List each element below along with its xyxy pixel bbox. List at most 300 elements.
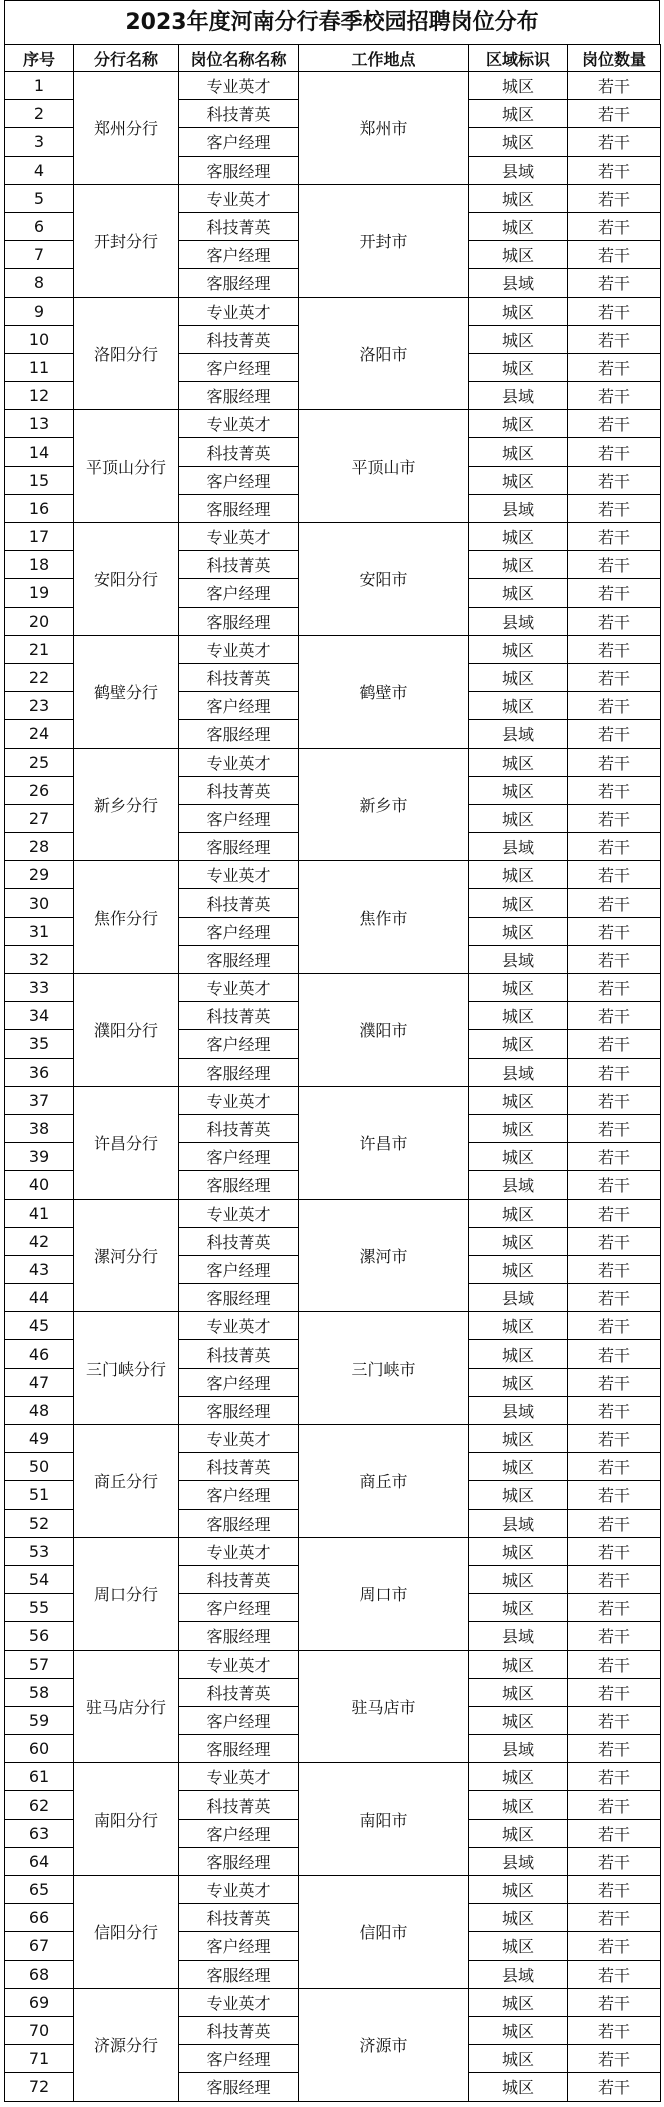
row-index: 70: [5, 2016, 74, 2044]
positions-table: [4, 44, 661, 2102]
position-count: 若干: [568, 1537, 661, 1565]
position-title: 科技菁英: [179, 325, 299, 353]
row-index: 68: [5, 1960, 74, 1988]
row-index: 66: [5, 1904, 74, 1932]
row-index: 38: [5, 1114, 74, 1142]
work-location: 郑州市: [299, 72, 469, 185]
row-index: 5: [5, 184, 74, 212]
position-title: 科技菁英: [179, 1340, 299, 1368]
branch-name: 鹤壁分行: [74, 635, 179, 748]
area-tag: 城区: [469, 804, 568, 832]
position-title: 专业英才: [179, 1312, 299, 1340]
row-index: 25: [5, 748, 74, 776]
position-title: 专业英才: [179, 523, 299, 551]
position-title: 客户经理: [179, 579, 299, 607]
position-title: 专业英才: [179, 861, 299, 889]
position-count: 若干: [568, 607, 661, 635]
row-index: 53: [5, 1537, 74, 1565]
position-count: 若干: [568, 466, 661, 494]
area-tag: 县域: [469, 156, 568, 184]
position-count: 若干: [568, 861, 661, 889]
position-title: 客户经理: [179, 128, 299, 156]
page-title: 2023年度河南分行春季校园招聘岗位分布: [4, 0, 660, 44]
area-tag: 城区: [469, 974, 568, 1002]
position-title: 专业英才: [179, 1988, 299, 2016]
header-index: 序号: [5, 45, 74, 72]
table-row: [5, 861, 661, 889]
row-index: 31: [5, 917, 74, 945]
work-location: 信阳市: [299, 1876, 469, 1989]
position-title: 客服经理: [179, 1960, 299, 1988]
position-title: 客服经理: [179, 1284, 299, 1312]
row-index: 2: [5, 100, 74, 128]
area-tag: 城区: [469, 72, 568, 100]
position-count: 若干: [568, 776, 661, 804]
area-tag: 城区: [469, 523, 568, 551]
position-count: 若干: [568, 1565, 661, 1593]
branch-name: 周口分行: [74, 1537, 179, 1650]
area-tag: 县域: [469, 833, 568, 861]
table-row: [5, 1199, 661, 1227]
position-count: 若干: [568, 1396, 661, 1424]
position-count: 若干: [568, 1453, 661, 1481]
work-location: 南阳市: [299, 1763, 469, 1876]
position-count: 若干: [568, 325, 661, 353]
position-title: 客服经理: [179, 833, 299, 861]
area-tag: 城区: [469, 1932, 568, 1960]
area-tag: 县域: [469, 382, 568, 410]
area-tag: 城区: [469, 1453, 568, 1481]
position-count: 若干: [568, 1876, 661, 1904]
position-count: 若干: [568, 1255, 661, 1283]
row-index: 59: [5, 1706, 74, 1734]
branch-name: 南阳分行: [74, 1763, 179, 1876]
position-count: 若干: [568, 156, 661, 184]
position-title: 科技菁英: [179, 1791, 299, 1819]
work-location: 焦作市: [299, 861, 469, 974]
branch-name: 开封分行: [74, 184, 179, 297]
area-tag: 县域: [469, 607, 568, 635]
position-title: 客户经理: [179, 804, 299, 832]
row-index: 16: [5, 494, 74, 522]
position-count: 若干: [568, 1114, 661, 1142]
position-count: 若干: [568, 579, 661, 607]
row-index: 36: [5, 1058, 74, 1086]
area-tag: 城区: [469, 2073, 568, 2101]
row-index: 21: [5, 635, 74, 663]
position-title: 客户经理: [179, 1594, 299, 1622]
area-tag: 县域: [469, 1396, 568, 1424]
position-count: 若干: [568, 353, 661, 381]
position-count: 若干: [568, 889, 661, 917]
row-index: 52: [5, 1509, 74, 1537]
branch-name: 郑州分行: [74, 72, 179, 185]
area-tag: 县域: [469, 1058, 568, 1086]
area-tag: 城区: [469, 241, 568, 269]
row-index: 61: [5, 1763, 74, 1791]
position-title: 专业英才: [179, 297, 299, 325]
row-index: 46: [5, 1340, 74, 1368]
position-title: 客户经理: [179, 1368, 299, 1396]
position-title: 专业英才: [179, 1876, 299, 1904]
branch-name: 平顶山分行: [74, 410, 179, 523]
position-title: 客户经理: [179, 2045, 299, 2073]
position-title: 科技菁英: [179, 438, 299, 466]
position-title: 专业英才: [179, 1086, 299, 1114]
area-tag: 城区: [469, 212, 568, 240]
table-header-row: [5, 45, 661, 72]
area-tag: 城区: [469, 1312, 568, 1340]
area-tag: 县域: [469, 1622, 568, 1650]
position-title: 科技菁英: [179, 212, 299, 240]
position-title: 客户经理: [179, 1030, 299, 1058]
row-index: 42: [5, 1227, 74, 1255]
row-index: 8: [5, 269, 74, 297]
work-location: 新乡市: [299, 748, 469, 861]
position-title: 科技菁英: [179, 889, 299, 917]
position-count: 若干: [568, 1199, 661, 1227]
row-index: 48: [5, 1396, 74, 1424]
area-tag: 城区: [469, 353, 568, 381]
branch-name: 安阳分行: [74, 523, 179, 636]
row-index: 55: [5, 1594, 74, 1622]
area-tag: 城区: [469, 1791, 568, 1819]
area-tag: 城区: [469, 1368, 568, 1396]
branch-name: 洛阳分行: [74, 297, 179, 410]
position-title: 专业英才: [179, 1763, 299, 1791]
row-index: 51: [5, 1481, 74, 1509]
table-row: [5, 1876, 661, 1904]
position-title: 专业英才: [179, 1537, 299, 1565]
area-tag: 城区: [469, 1594, 568, 1622]
position-count: 若干: [568, 1904, 661, 1932]
area-tag: 县域: [469, 1847, 568, 1875]
area-tag: 城区: [469, 1706, 568, 1734]
area-tag: 城区: [469, 889, 568, 917]
table-row: [5, 1650, 661, 1678]
table-row: [5, 72, 661, 100]
area-tag: 县域: [469, 1171, 568, 1199]
position-count: 若干: [568, 1284, 661, 1312]
position-count: 若干: [568, 1425, 661, 1453]
area-tag: 城区: [469, 1199, 568, 1227]
area-tag: 城区: [469, 1255, 568, 1283]
branch-name: 濮阳分行: [74, 974, 179, 1087]
position-count: 若干: [568, 1706, 661, 1734]
row-index: 10: [5, 325, 74, 353]
row-index: 11: [5, 353, 74, 381]
header-position: 岗位名称名称: [179, 45, 299, 72]
row-index: 65: [5, 1876, 74, 1904]
position-count: 若干: [568, 184, 661, 212]
position-title: 客户经理: [179, 1819, 299, 1847]
position-title: 客户经理: [179, 1255, 299, 1283]
area-tag: 城区: [469, 2016, 568, 2044]
area-tag: 县域: [469, 1735, 568, 1763]
area-tag: 城区: [469, 184, 568, 212]
table-row: [5, 1086, 661, 1114]
row-index: 32: [5, 945, 74, 973]
position-count: 若干: [568, 1594, 661, 1622]
area-tag: 城区: [469, 1030, 568, 1058]
row-index: 19: [5, 579, 74, 607]
position-count: 若干: [568, 2045, 661, 2073]
position-title: 专业英才: [179, 974, 299, 1002]
work-location: 许昌市: [299, 1086, 469, 1199]
position-count: 若干: [568, 1932, 661, 1960]
row-index: 20: [5, 607, 74, 635]
area-tag: 城区: [469, 297, 568, 325]
position-count: 若干: [568, 1763, 661, 1791]
area-tag: 城区: [469, 438, 568, 466]
position-title: 客服经理: [179, 156, 299, 184]
row-index: 67: [5, 1932, 74, 1960]
branch-name: 新乡分行: [74, 748, 179, 861]
area-tag: 城区: [469, 635, 568, 663]
position-title: 客服经理: [179, 1509, 299, 1537]
row-index: 69: [5, 1988, 74, 2016]
work-location: 三门峡市: [299, 1312, 469, 1425]
position-title: 科技菁英: [179, 1904, 299, 1932]
area-tag: 城区: [469, 100, 568, 128]
position-title: 客服经理: [179, 607, 299, 635]
row-index: 54: [5, 1565, 74, 1593]
row-index: 50: [5, 1453, 74, 1481]
branch-name: 三门峡分行: [74, 1312, 179, 1425]
area-tag: 城区: [469, 1904, 568, 1932]
row-index: 64: [5, 1847, 74, 1875]
position-title: 客服经理: [179, 1847, 299, 1875]
position-count: 若干: [568, 1678, 661, 1706]
position-count: 若干: [568, 1622, 661, 1650]
row-index: 72: [5, 2073, 74, 2101]
area-tag: 城区: [469, 1988, 568, 2016]
row-index: 29: [5, 861, 74, 889]
position-count: 若干: [568, 2016, 661, 2044]
position-count: 若干: [568, 1368, 661, 1396]
position-title: 客服经理: [179, 1735, 299, 1763]
position-title: 客服经理: [179, 945, 299, 973]
area-tag: 城区: [469, 748, 568, 776]
position-count: 若干: [568, 748, 661, 776]
position-title: 客户经理: [179, 1932, 299, 1960]
row-index: 18: [5, 551, 74, 579]
position-count: 若干: [568, 438, 661, 466]
position-count: 若干: [568, 128, 661, 156]
area-tag: 城区: [469, 663, 568, 691]
position-count: 若干: [568, 212, 661, 240]
area-tag: 县域: [469, 720, 568, 748]
position-count: 若干: [568, 635, 661, 663]
work-location: 驻马店市: [299, 1650, 469, 1763]
position-title: 科技菁英: [179, 551, 299, 579]
branch-name: 许昌分行: [74, 1086, 179, 1199]
area-tag: 城区: [469, 917, 568, 945]
position-title: 客户经理: [179, 1143, 299, 1171]
work-location: 开封市: [299, 184, 469, 297]
row-index: 47: [5, 1368, 74, 1396]
row-index: 58: [5, 1678, 74, 1706]
row-index: 37: [5, 1086, 74, 1114]
area-tag: 城区: [469, 1227, 568, 1255]
row-index: 35: [5, 1030, 74, 1058]
position-title: 专业英才: [179, 410, 299, 438]
position-count: 若干: [568, 720, 661, 748]
row-index: 14: [5, 438, 74, 466]
area-tag: 城区: [469, 410, 568, 438]
table-row: [5, 1312, 661, 1340]
area-tag: 城区: [469, 1650, 568, 1678]
row-index: 17: [5, 523, 74, 551]
position-count: 若干: [568, 297, 661, 325]
work-location: 洛阳市: [299, 297, 469, 410]
table-row: [5, 1988, 661, 2016]
area-tag: 县域: [469, 269, 568, 297]
position-title: 科技菁英: [179, 663, 299, 691]
position-title: 科技菁英: [179, 2016, 299, 2044]
work-location: 济源市: [299, 1988, 469, 2101]
position-count: 若干: [568, 1086, 661, 1114]
position-title: 客服经理: [179, 2073, 299, 2101]
position-title: 专业英才: [179, 748, 299, 776]
branch-name: 驻马店分行: [74, 1650, 179, 1763]
row-index: 44: [5, 1284, 74, 1312]
position-count: 若干: [568, 1002, 661, 1030]
row-index: 43: [5, 1255, 74, 1283]
area-tag: 县域: [469, 945, 568, 973]
row-index: 33: [5, 974, 74, 1002]
area-tag: 城区: [469, 551, 568, 579]
position-count: 若干: [568, 917, 661, 945]
position-count: 若干: [568, 382, 661, 410]
area-tag: 城区: [469, 1481, 568, 1509]
position-title: 客服经理: [179, 720, 299, 748]
position-title: 客户经理: [179, 353, 299, 381]
area-tag: 城区: [469, 1002, 568, 1030]
row-index: 7: [5, 241, 74, 269]
area-tag: 城区: [469, 1086, 568, 1114]
position-count: 若干: [568, 1509, 661, 1537]
position-title: 客服经理: [179, 382, 299, 410]
area-tag: 县域: [469, 1509, 568, 1537]
position-count: 若干: [568, 494, 661, 522]
area-tag: 城区: [469, 1114, 568, 1142]
row-index: 57: [5, 1650, 74, 1678]
row-index: 34: [5, 1002, 74, 1030]
position-count: 若干: [568, 72, 661, 100]
row-index: 39: [5, 1143, 74, 1171]
area-tag: 县域: [469, 1284, 568, 1312]
position-title: 专业英才: [179, 184, 299, 212]
table-row: [5, 1537, 661, 1565]
position-title: 科技菁英: [179, 1114, 299, 1142]
area-tag: 城区: [469, 1425, 568, 1453]
position-count: 若干: [568, 269, 661, 297]
position-title: 客户经理: [179, 692, 299, 720]
position-count: 若干: [568, 833, 661, 861]
branch-name: 商丘分行: [74, 1425, 179, 1538]
work-location: 鹤壁市: [299, 635, 469, 748]
row-index: 56: [5, 1622, 74, 1650]
header-count: 岗位数量: [568, 45, 661, 72]
area-tag: 城区: [469, 1678, 568, 1706]
area-tag: 县域: [469, 494, 568, 522]
area-tag: 城区: [469, 466, 568, 494]
row-index: 71: [5, 2045, 74, 2073]
row-index: 12: [5, 382, 74, 410]
header-branch: 分行名称: [74, 45, 179, 72]
position-title: 专业英才: [179, 72, 299, 100]
area-tag: 城区: [469, 1340, 568, 1368]
position-title: 客服经理: [179, 1622, 299, 1650]
position-count: 若干: [568, 2073, 661, 2101]
table-row: [5, 1425, 661, 1453]
row-index: 23: [5, 692, 74, 720]
row-index: 63: [5, 1819, 74, 1847]
area-tag: 城区: [469, 861, 568, 889]
area-tag: 城区: [469, 1143, 568, 1171]
table-row: [5, 523, 661, 551]
row-index: 27: [5, 804, 74, 832]
row-index: 1: [5, 72, 74, 100]
area-tag: 城区: [469, 1876, 568, 1904]
row-index: 45: [5, 1312, 74, 1340]
area-tag: 城区: [469, 325, 568, 353]
position-title: 专业英才: [179, 1650, 299, 1678]
position-count: 若干: [568, 1171, 661, 1199]
table-row: [5, 410, 661, 438]
branch-name: 信阳分行: [74, 1876, 179, 1989]
header-location: 工作地点: [299, 45, 469, 72]
position-title: 客服经理: [179, 1058, 299, 1086]
area-tag: 城区: [469, 692, 568, 720]
position-count: 若干: [568, 410, 661, 438]
position-title: 客服经理: [179, 1171, 299, 1199]
branch-name: 济源分行: [74, 1988, 179, 2101]
position-count: 若干: [568, 974, 661, 1002]
row-index: 40: [5, 1171, 74, 1199]
position-title: 客服经理: [179, 494, 299, 522]
work-location: 商丘市: [299, 1425, 469, 1538]
row-index: 15: [5, 466, 74, 494]
position-title: 专业英才: [179, 1425, 299, 1453]
row-index: 4: [5, 156, 74, 184]
position-count: 若干: [568, 1960, 661, 1988]
row-index: 9: [5, 297, 74, 325]
header-area: 区域标识: [469, 45, 568, 72]
position-count: 若干: [568, 551, 661, 579]
position-count: 若干: [568, 1481, 661, 1509]
area-tag: 城区: [469, 1819, 568, 1847]
table-row: [5, 184, 661, 212]
position-count: 若干: [568, 1340, 661, 1368]
position-count: 若干: [568, 1791, 661, 1819]
area-tag: 城区: [469, 579, 568, 607]
table-row: [5, 974, 661, 1002]
position-title: 科技菁英: [179, 100, 299, 128]
position-count: 若干: [568, 1819, 661, 1847]
work-location: 平顶山市: [299, 410, 469, 523]
row-index: 60: [5, 1735, 74, 1763]
row-index: 3: [5, 128, 74, 156]
position-title: 客服经理: [179, 1396, 299, 1424]
position-title: 专业英才: [179, 635, 299, 663]
position-title: 客户经理: [179, 1481, 299, 1509]
row-index: 41: [5, 1199, 74, 1227]
position-title: 科技菁英: [179, 776, 299, 804]
position-title: 科技菁英: [179, 1678, 299, 1706]
position-count: 若干: [568, 1735, 661, 1763]
